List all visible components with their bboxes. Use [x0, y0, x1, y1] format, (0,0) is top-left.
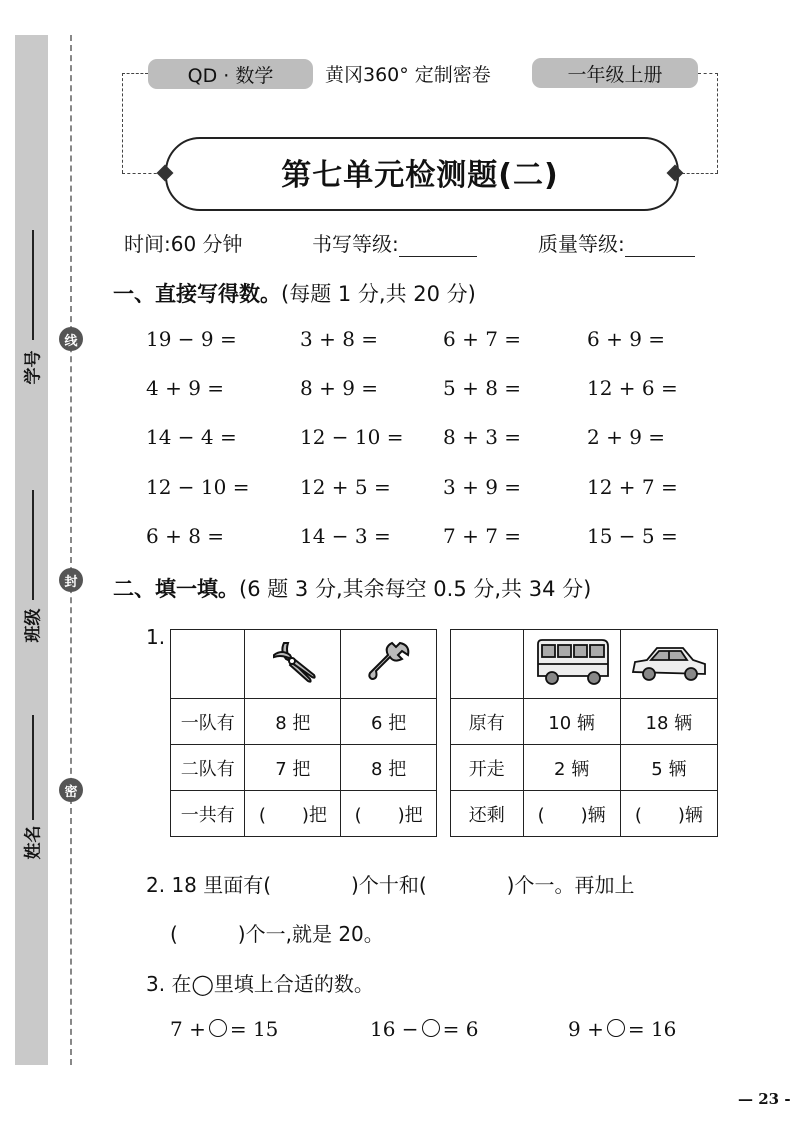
seal-secret: 密: [59, 778, 83, 802]
wrench-icon: [366, 639, 412, 685]
equation-item[interactable]: 2 + 9 =: [587, 425, 666, 449]
series-title: 黄冈360° 定制密卷: [325, 64, 491, 86]
cut-line: [70, 35, 72, 1065]
q3-item-1-before: 7 +: [170, 1017, 206, 1041]
section2-title: 二、填一填。: [113, 577, 239, 601]
q3-item-3[interactable]: [568, 1017, 676, 1041]
section1-heading: [113, 278, 476, 308]
equation-item[interactable]: 4 + 9 =: [146, 376, 225, 400]
tools-row2-label: 二队有: [171, 745, 245, 791]
section1-points: (每题 1 分,共 20 分): [281, 282, 476, 306]
tools-table: [170, 629, 437, 837]
seal-line: 线: [59, 327, 83, 351]
tools-row2-wrench: 8 把: [341, 745, 437, 791]
q1-number: 1.: [146, 625, 166, 649]
class-line: [32, 490, 34, 600]
page-number: — 23 -: [738, 1090, 791, 1108]
student-id-line: [32, 230, 34, 340]
equation-item[interactable]: 6 + 8 =: [146, 524, 225, 548]
equation-item[interactable]: 8 + 3 =: [443, 425, 522, 449]
equation-item[interactable]: 3 + 9 =: [443, 475, 522, 499]
q2-line1[interactable]: 2. 18 里面有( )个十和( )个一。再加上: [146, 873, 635, 897]
tools-row1-wrench: 6 把: [341, 699, 437, 745]
q2-line2[interactable]: ( )个一,就是 20。: [170, 922, 384, 946]
equation-item[interactable]: 19 − 9 =: [146, 327, 237, 351]
quality-grade-blank[interactable]: [625, 236, 695, 257]
bus-icon: [532, 636, 612, 688]
q3-item-2[interactable]: [370, 1017, 478, 1041]
pliers-cell: [245, 630, 341, 699]
q3-item-2-circle[interactable]: [422, 1019, 440, 1037]
vehicles-row2-bus: 2 辆: [523, 745, 620, 791]
vehicles-row2-car: 5 辆: [620, 745, 717, 791]
vehicles-table: [450, 629, 718, 837]
equation-item[interactable]: 15 − 5 =: [587, 524, 678, 548]
q3-text: 3. 在◯里填上合适的数。: [146, 972, 374, 996]
student-id-label: 学号: [23, 350, 44, 385]
header-dash-right: [698, 73, 718, 74]
page-title: 第七单元检测题(二): [281, 158, 559, 193]
equation-item[interactable]: 8 + 9 =: [300, 376, 379, 400]
binding-strip: [15, 35, 48, 1065]
name-label: 姓名: [23, 825, 44, 860]
equation-item[interactable]: 5 + 8 =: [443, 376, 522, 400]
header-vdash-left: [122, 73, 123, 173]
equation-item[interactable]: 12 + 6 =: [587, 376, 678, 400]
bus-cell: [523, 630, 620, 699]
q3-item-3-circle[interactable]: [607, 1019, 625, 1037]
q3-item-1[interactable]: [170, 1017, 278, 1041]
q3-item-3-before: 9 +: [568, 1017, 604, 1041]
equation-item[interactable]: 3 + 8 =: [300, 327, 379, 351]
equation-item[interactable]: 7 + 7 =: [443, 524, 522, 548]
seal-seal: 封: [59, 568, 83, 592]
equation-item[interactable]: 14 − 3 =: [300, 524, 391, 548]
equation-item[interactable]: 6 + 7 =: [443, 327, 522, 351]
tools-total-label: 一共有: [171, 791, 245, 837]
name-line: [32, 715, 34, 820]
vehicles-remain-car[interactable]: ( )辆: [620, 791, 717, 837]
wrench-cell: [341, 630, 437, 699]
tools-row2-pliers: 7 把: [245, 745, 341, 791]
tools-row1-label: 一队有: [171, 699, 245, 745]
section2-points: (6 题 3 分,其余每空 0.5 分,共 34 分): [239, 577, 592, 601]
quality-grade-label: 质量等级:: [538, 232, 625, 256]
writing-grade-blank[interactable]: [399, 236, 477, 257]
tools-total-wrench[interactable]: ( )把: [341, 791, 437, 837]
quality-grade-field[interactable]: [538, 228, 695, 257]
car-icon: [629, 636, 709, 688]
tools-row1-pliers: 8 把: [245, 699, 341, 745]
pliers-icon: [270, 639, 316, 685]
equation-item[interactable]: 12 + 5 =: [300, 475, 391, 499]
vehicles-header-blank: [451, 630, 524, 699]
equation-item[interactable]: 12 − 10 =: [300, 425, 404, 449]
exam-time: 时间:60 分钟: [124, 232, 243, 256]
equation-item[interactable]: 6 + 9 =: [587, 327, 666, 351]
q3-item-1-circle[interactable]: [209, 1019, 227, 1037]
class-label: 班级: [23, 608, 44, 643]
tools-header-blank: [171, 630, 245, 699]
q3-item-2-after: = 6: [442, 1017, 479, 1041]
vehicles-remain-label: 还剩: [451, 791, 524, 837]
vehicles-row1-car: 18 辆: [620, 699, 717, 745]
q3-item-1-after: = 15: [229, 1017, 279, 1041]
header-vdash-right: [717, 73, 718, 173]
vehicles-row1-bus: 10 辆: [523, 699, 620, 745]
equation-item[interactable]: 12 − 10 =: [146, 475, 250, 499]
section1-title: 一、直接写得数。: [113, 282, 281, 306]
tools-total-pliers[interactable]: ( )把: [245, 791, 341, 837]
q3-item-3-after: = 16: [627, 1017, 677, 1041]
vehicles-row1-label: 原有: [451, 699, 524, 745]
equation-item[interactable]: 14 − 4 =: [146, 425, 237, 449]
grade-pill: 一年级上册: [532, 58, 698, 88]
section2-heading: [113, 573, 591, 603]
q3-item-2-before: 16 −: [370, 1017, 419, 1041]
header-dash-left: [122, 73, 148, 74]
writing-grade-label: 书写等级:: [312, 232, 399, 256]
subject-pill: QD · 数学: [148, 59, 313, 89]
equation-item[interactable]: 12 + 7 =: [587, 475, 678, 499]
vehicles-row2-label: 开走: [451, 745, 524, 791]
header-dash-right-bottom: [682, 173, 718, 174]
car-cell: [620, 630, 717, 699]
vehicles-remain-bus[interactable]: ( )辆: [523, 791, 620, 837]
writing-grade-field[interactable]: [312, 228, 477, 257]
